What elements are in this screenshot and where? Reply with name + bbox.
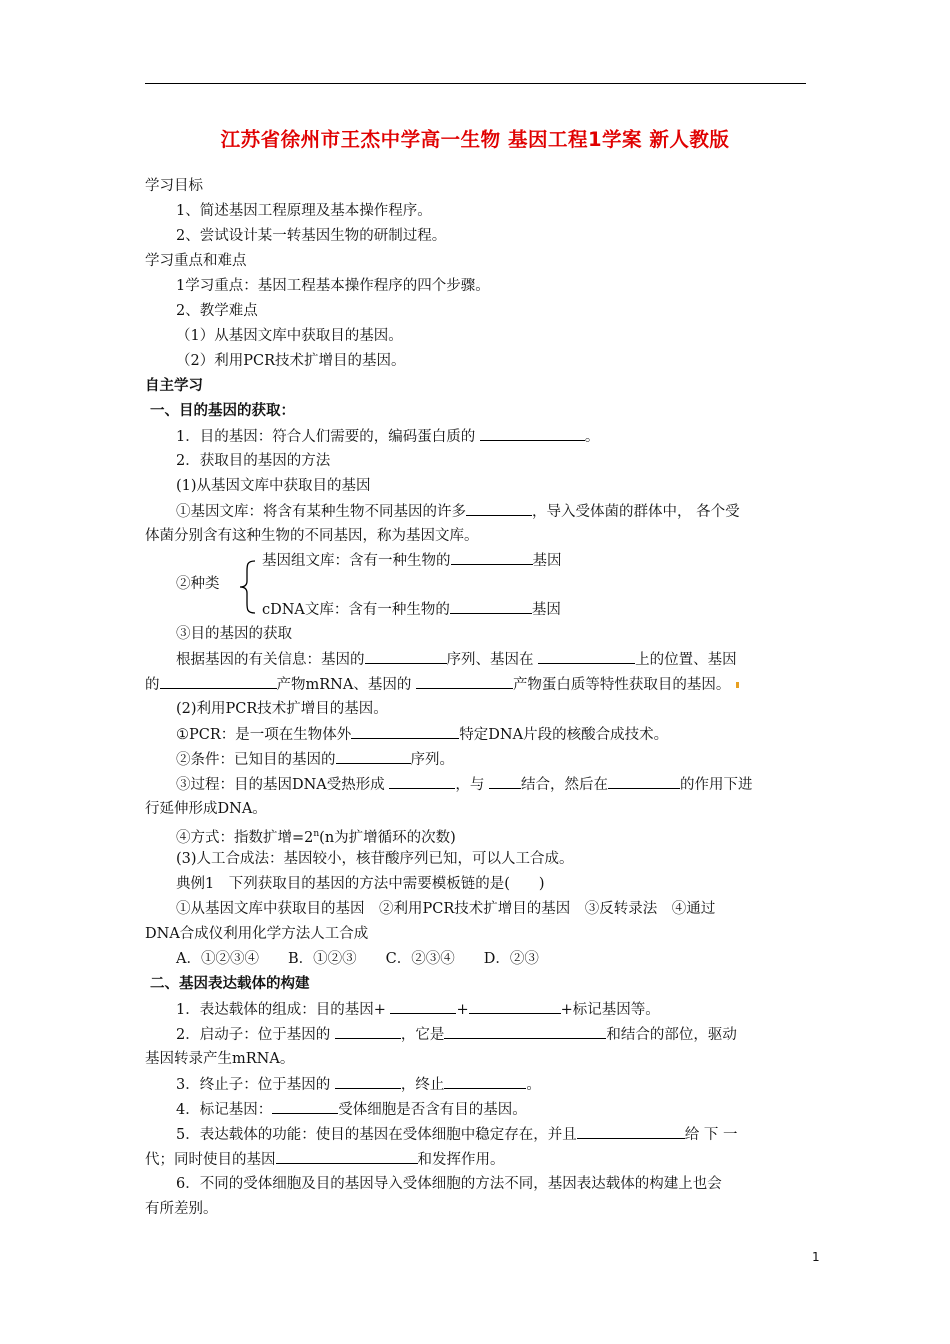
fill-blank <box>466 501 532 516</box>
s1-line: 1．目的基因：符合人们需要的，编码蛋白质的 。 <box>176 426 599 447</box>
kind-cdna-library: cDNA文库：含有一种生物的 基因 <box>262 599 561 620</box>
fill-blank <box>538 649 635 664</box>
objective-item: 2、尝试设计某一转基因生物的研制过程。 <box>176 228 447 244</box>
fill-blank <box>335 1074 401 1089</box>
s2-line: 3．终止子：位于基因的 ，终止 。 <box>176 1074 541 1095</box>
fill-blank <box>335 1024 401 1039</box>
key-focus: 1学习重点：基因工程基本操作程序的四个步骤。 <box>176 278 490 294</box>
fill-blank <box>389 774 455 789</box>
fill-blank <box>160 674 277 689</box>
page-number: 1 <box>812 1250 820 1264</box>
brace-icon <box>237 559 259 615</box>
section-1-heading: 一、目的基因的获取： <box>150 403 295 419</box>
orange-mark <box>736 682 739 688</box>
s1-line: ②条件：已知目的基因的 序列。 <box>176 749 454 770</box>
s1-line: ③目的基因的获取 <box>176 626 292 642</box>
example-options: ①从基因文库中获取目的基因 ②利用PCR技术扩增目的基因 ③反转录法 ④通过 <box>176 901 716 917</box>
s2-line: 代；同时使目的基因 和发挥作用。 <box>145 1149 505 1170</box>
key-difficulty: 2、教学难点 <box>176 303 258 319</box>
fill-blank <box>469 999 561 1014</box>
fill-blank <box>444 1024 606 1039</box>
page-title: 江苏省徐州市王杰中学高一生物 基因工程1学案 新人教版 <box>220 128 730 151</box>
s2-line: 基因转录产生mRNA。 <box>145 1051 295 1067</box>
s1-line: ①PCR：是一项在生物体外 特定DNA片段的核酸合成技术。 <box>176 724 668 745</box>
fill-blank <box>351 724 459 739</box>
example-choices: A．①②③④ B．①②③ C．②③④ D．②③ <box>176 951 539 967</box>
s1-line: ④方式：指数扩增$=2^n(n$为扩增循环的次数) <box>176 829 456 846</box>
s1-line: 根据基因的有关信息：基因的 序列、基因在 上的位置、基因 <box>176 649 737 670</box>
kind-genome-library: 基因组文库：含有一种生物的 基因 <box>262 550 562 571</box>
s1-line: (2)利用PCR技术扩增目的基因。 <box>176 701 388 717</box>
key-points-heading: 学习重点和难点 <box>145 253 247 269</box>
s1-line: 行延伸形成DNA。 <box>145 801 267 817</box>
objective-item: 1、简述基因工程原理及基本操作程序。 <box>176 203 432 219</box>
s1-line: ①基因文库：将含有某种生物不同基因的许多 ，导入受体菌的群体中， 各个受 <box>176 501 740 522</box>
header-rule <box>145 83 806 84</box>
s2-line: 6．不同的受体细胞及目的基因导入受体细胞的方法不同，基因表达载体的构建上也会 <box>176 1176 722 1192</box>
kinds-label: ②种类 <box>176 576 220 592</box>
difficulty-1: （1）从基因文库中获取目的基因。 <box>176 328 403 344</box>
fill-blank <box>608 774 680 789</box>
example-options: DNA合成仪利用化学方法人工合成 <box>145 926 369 942</box>
fill-blank <box>444 1074 526 1089</box>
section-2-heading: 二、基因表达载体的构建 <box>150 976 310 992</box>
s1-line: 的 产物mRNA、基因的 产物蛋白质等特性获取目的基因。 <box>145 674 739 695</box>
difficulty-2: （2）利用PCR技术扩增目的基因。 <box>176 353 406 369</box>
fill-blank <box>489 774 521 789</box>
fill-blank <box>272 1099 338 1114</box>
s2-line: 1．表达载体的组成：目的基因+ + +标记基因等。 <box>176 999 660 1020</box>
self-study-heading: 自主学习 <box>145 378 203 394</box>
fill-blank <box>480 426 585 441</box>
s2-line: 2．启动子：位于基因的 ，它是 和结合的部位，驱动 <box>176 1024 737 1045</box>
fill-blank <box>450 599 532 614</box>
s1-line: 2．获取目的基因的方法 <box>176 453 331 469</box>
fill-blank <box>365 649 447 664</box>
s2-line: 4．标记基因： 受体细胞是否含有目的基因。 <box>176 1099 527 1120</box>
s2-line: 有所差别。 <box>145 1201 218 1217</box>
fill-blank <box>451 550 533 565</box>
s2-line: 5．表达载体的功能：使目的基因在受体细胞中稳定存在，并且 给 下 一 <box>176 1124 737 1145</box>
fill-blank <box>276 1149 418 1164</box>
fill-blank <box>577 1124 685 1139</box>
s1-line: ③过程：目的基因DNA受热形成 ，与 结合，然后在 的作用下进 <box>176 774 753 795</box>
s1-line: (3)人工合成法：基因较小，核苷酸序列已知，可以人工合成。 <box>176 851 574 867</box>
fill-blank <box>390 999 456 1014</box>
fill-blank <box>336 749 411 764</box>
example-question: 典例1 下列获取目的基因的方法中需要模板链的是( ) <box>176 876 545 892</box>
s1-line: (1)从基因文库中获取目的基因 <box>176 478 371 494</box>
s1-line: 体菌分别含有这种生物的不同基因，称为基因文库。 <box>145 528 479 544</box>
fill-blank <box>416 674 513 689</box>
objectives-heading: 学习目标 <box>145 178 203 194</box>
